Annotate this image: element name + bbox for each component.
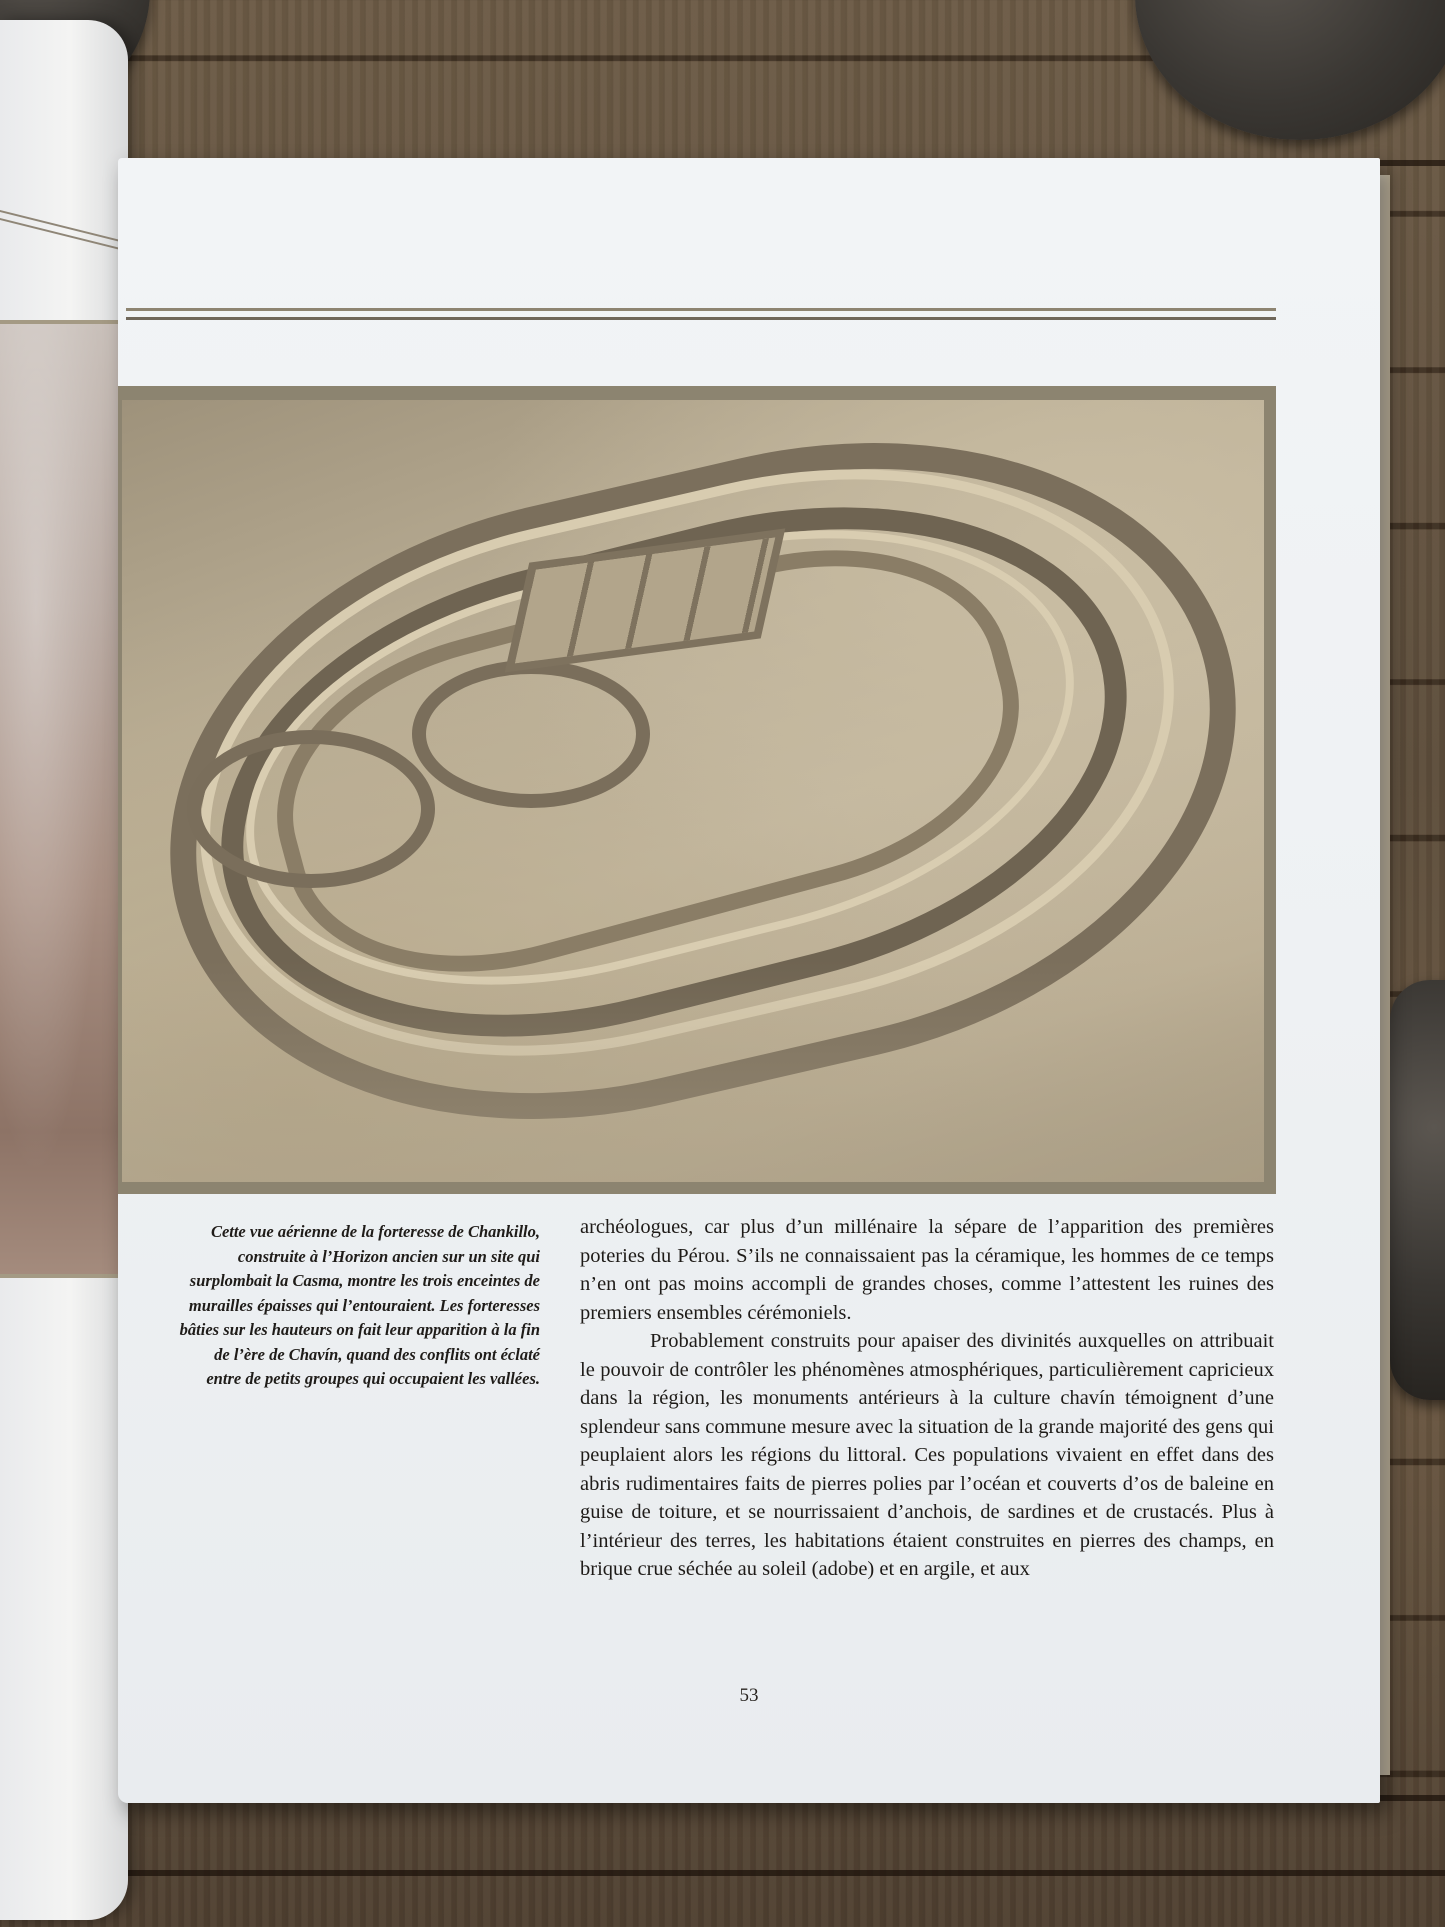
page-number: 53 <box>739 1685 759 1706</box>
sand-foreground <box>122 960 1264 1182</box>
top-double-rule <box>126 308 1276 320</box>
body-paragraph-1: archéologues, car plus d’un millénaire la sépare de l’apparition des premières poteries du Pérou. S’ils ne connaissaient pas la céramique, les hommes de ce temps n’en ont pas moins accompli de grandes choses, comme l’attestent les ruines des premiers ensembles cérémoniels. <box>580 1216 1274 1324</box>
left-page <box>0 20 128 1920</box>
body-text <box>580 1213 1274 1584</box>
round-structure-left <box>187 730 435 888</box>
round-structure-center <box>412 660 650 808</box>
metal-object-side <box>1390 980 1445 1400</box>
photo-caption: Cette vue aérienne de la forteresse de Chankillo, construite à l’Horizon ancien sur un site qui surplombait la Casma, montre les trois enceintes de murailles épaisses qui l’entouraient. Les forteresses bâties sur les hauteurs on fait leur apparition à la fin de l’ère de Chavín, quand des conflits ont éclaté entre de petits groupes qui occupaient les vallées. <box>179 1222 540 1388</box>
photo-frame <box>118 386 1276 1194</box>
body-paragraph-2: Probablement construits pour apaiser des divinités auxquelles on attribuait le pouvoir de contrôler les phénomènes atmosphériques, particulièrement capricieux dans la région, les monuments antérieurs à la culture chavín témoignent d’une splendeur sans commune mesure avec la situation de la grande majorité des gens qui peuplaient alors les régions du littoral. Ces populations vivaient en effet dans des abris rudimentaires faits de pierres polies par l’océan et couverts d’os de baleine en guise de toiture, et se nourrissaient d’anchois, de sardines et de crustacés. Plus à l’intérieur des terres, les habitations étaient construites en pierres des champs, en brique crue séchée au soleil (adobe) et en argile, et aux <box>580 1330 1274 1580</box>
left-page-rule <box>0 210 125 251</box>
metal-disc-right <box>1135 0 1445 140</box>
aerial-photo-chankillo <box>122 400 1264 1182</box>
left-page-photo <box>0 320 120 1278</box>
wood-plank-seam <box>0 1870 1445 1876</box>
book-page <box>118 158 1380 1803</box>
